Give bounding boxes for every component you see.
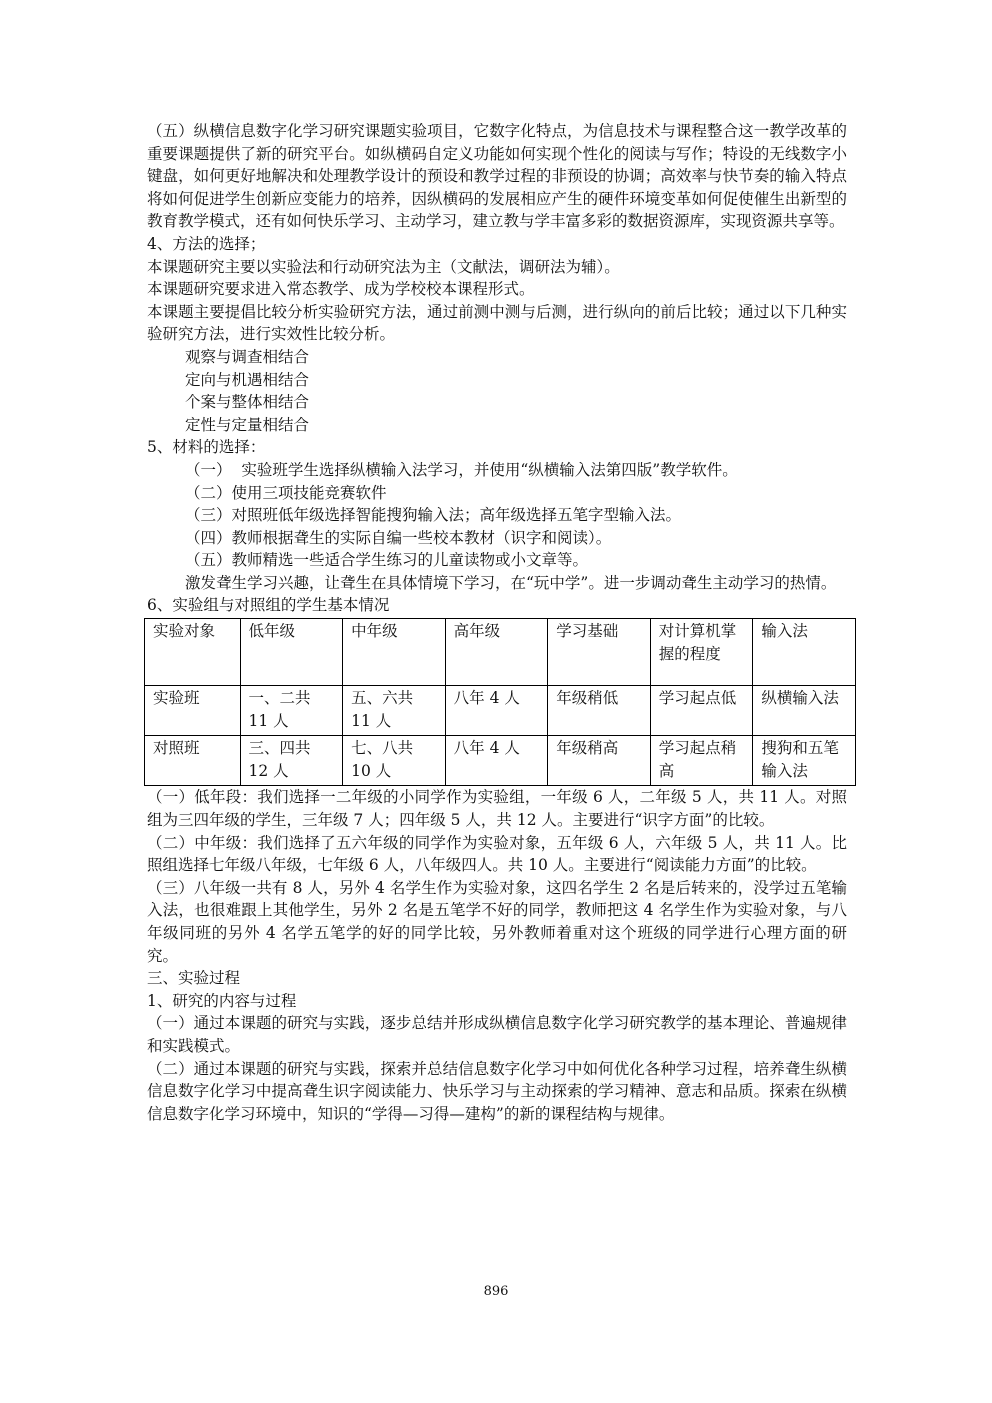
table-cell: 八年 4 人 [445, 736, 548, 786]
heading-material-selection: 5、材料的选择： [147, 438, 266, 457]
paragraph-method-main: 本课题研究主要以实验法和行动研究法为主（文献法，调研法为辅）。 [147, 257, 620, 276]
table-header-row [145, 619, 856, 686]
method-item: 观察与调查相结合 [185, 347, 310, 366]
table-header-cell: 高年级 [445, 619, 548, 686]
table-cell: 八年 4 人 [445, 686, 548, 736]
table-cell: 年级稍高 [548, 736, 651, 786]
method-item: 个案与整体相结合 [185, 393, 310, 412]
paragraph-method-comparison: 本课题主要提倡比较分析实验研究方法，通过前测中测与后测，进行纵向的前后比较；通过以下几种实验研究方法，进行实效性比较分析。 [147, 302, 847, 344]
table-cell: 纵横输入法 [753, 686, 856, 736]
table-cell: 年级稍低 [548, 686, 651, 736]
paragraph-research-platform: （五）纵横信息数字化学习研究课题实验项目，它数字化特点，为信息技术与课程整合这一教学改革的重要课题提供了新的研究平台。如纵横码自定义功能如何实现个性化的阅读与写作；特设的无线数字小键盘，如何更好地解决和处理教学设计的预设和教学过程的非预设的协调；高效率与快节奏的输入特点将如何促进学生创新应变能力的培养，因纵横码的发展相应产生的硬件环境变革如何促使催生出新型的教育教学模式，还有如何快乐学习、主动学习，建立教与学丰富多彩的数据资源库，实现资源共享等。 [147, 122, 847, 231]
paragraph-low-grade: （一）低年段：我们选择一二年级的小同学作为实验组，一年级 6 人，二年级 5 人，共 11 人。对照组为三四年级的学生，三年级 7 人；四年级 5 人，共 12 人。主要进行“识字方面”的比较。 [147, 788, 847, 830]
table-row [145, 686, 856, 736]
student-info-table [144, 618, 856, 786]
paragraph-research-goal-2: （二）通过本课题的研究与实践，探索并总结信息数字化学习中如何优化各种学习过程，培养聋生纵横信息数字化学习中提高聋生识字阅读能力、快乐学习与主动探索的学习精神、意志和品质。探索在纵横信息数字化学习环境中，知识的“学得—习得—建构”的新的课程结构与规律。 [147, 1059, 847, 1123]
paragraph-research-goal-1: （一）通过本课题的研究与实践，逐步总结并形成纵横信息数字化学习研究教学的基本理论、普遍规律和实践模式。 [147, 1014, 847, 1055]
paragraph-method-normal: 本课题研究要求进入常态教学、成为学校校本课程形式。 [147, 280, 535, 299]
table-row [145, 736, 856, 786]
table-header-cell: 低年级 [240, 619, 343, 686]
material-item: （五）教师精选一些适合学生练习的儿童读物或小文章等。 [185, 551, 589, 570]
page-content [147, 120, 847, 1125]
table-header-cell: 对计算机掌握的程度 [650, 619, 753, 686]
heading-experiment-process: 三、实验过程 [147, 969, 241, 988]
table-cell: 一、二共 11 人 [240, 686, 343, 736]
heading-method-selection: 4、方法的选择； [147, 234, 266, 253]
table-header-cell: 实验对象 [145, 619, 241, 686]
table-cell: 七、八共 10 人 [343, 736, 446, 786]
method-item: 定性与定量相结合 [185, 415, 310, 434]
paragraph-grade-eight: （三）八年级一共有 8 人，另外 4 名学生作为实验对象，这四名学生 2 名是后转来的，没学过五笔输入法，也很难跟上其他学生，另外 2 名是五笔学不好的同学，教师把这 4 名学生作为实验对象，与八年级同班的另外 4 名学五笔学的好的同学比较，另外教师着重对这个班级的同学进行心理方面的研究。 [147, 878, 847, 965]
paragraph-motivation: 激发聋生学习兴趣，让聋生在具体情境下学习，在“玩中学”。进一步调动聋生主动学习的热情。 [185, 573, 837, 592]
table-header-cell: 输入法 [753, 619, 856, 686]
table-header-cell: 学习基础 [548, 619, 651, 686]
heading-research-content: 1、研究的内容与过程 [147, 991, 297, 1010]
table-cell: 搜狗和五笔输入法 [753, 736, 856, 786]
table-cell: 学习起点稍高 [650, 736, 753, 786]
material-item: （二）使用三项技能竞赛软件 [185, 483, 387, 502]
material-item: （四）教师根据聋生的实际自编一些校本教材（识字和阅读）。 [185, 528, 612, 547]
page-number: 896 [483, 1284, 509, 1299]
table-cell: 五、六共 11 人 [343, 686, 446, 736]
table-heading: 6、实验组与对照组的学生基本情况 [147, 596, 390, 615]
paragraph-mid-grade: （二）中年级：我们选择了五六年级的同学作为实验对象，五年级 6 人，六年级 5 人，共 11 人。比照组选择七年级八年级，七年级 6 人，八年级四人。共 10 人。主要进行“阅读能力方面”的比较。 [147, 833, 847, 875]
table-cell: 学习起点低 [650, 686, 753, 736]
material-item: （一） 实验班学生选择纵横输入法学习，并使用“纵横输入法第四版”教学软件。 [185, 460, 738, 479]
table-cell: 实验班 [145, 686, 241, 736]
table-cell: 三、四共 12 人 [240, 736, 343, 786]
method-item: 定向与机遇相结合 [185, 370, 310, 389]
table-header-cell: 中年级 [343, 619, 446, 686]
material-item: （三）对照班低年级选择智能搜狗输入法；高年级选择五笔字型输入法。 [185, 506, 682, 525]
table-cell: 对照班 [145, 736, 241, 786]
